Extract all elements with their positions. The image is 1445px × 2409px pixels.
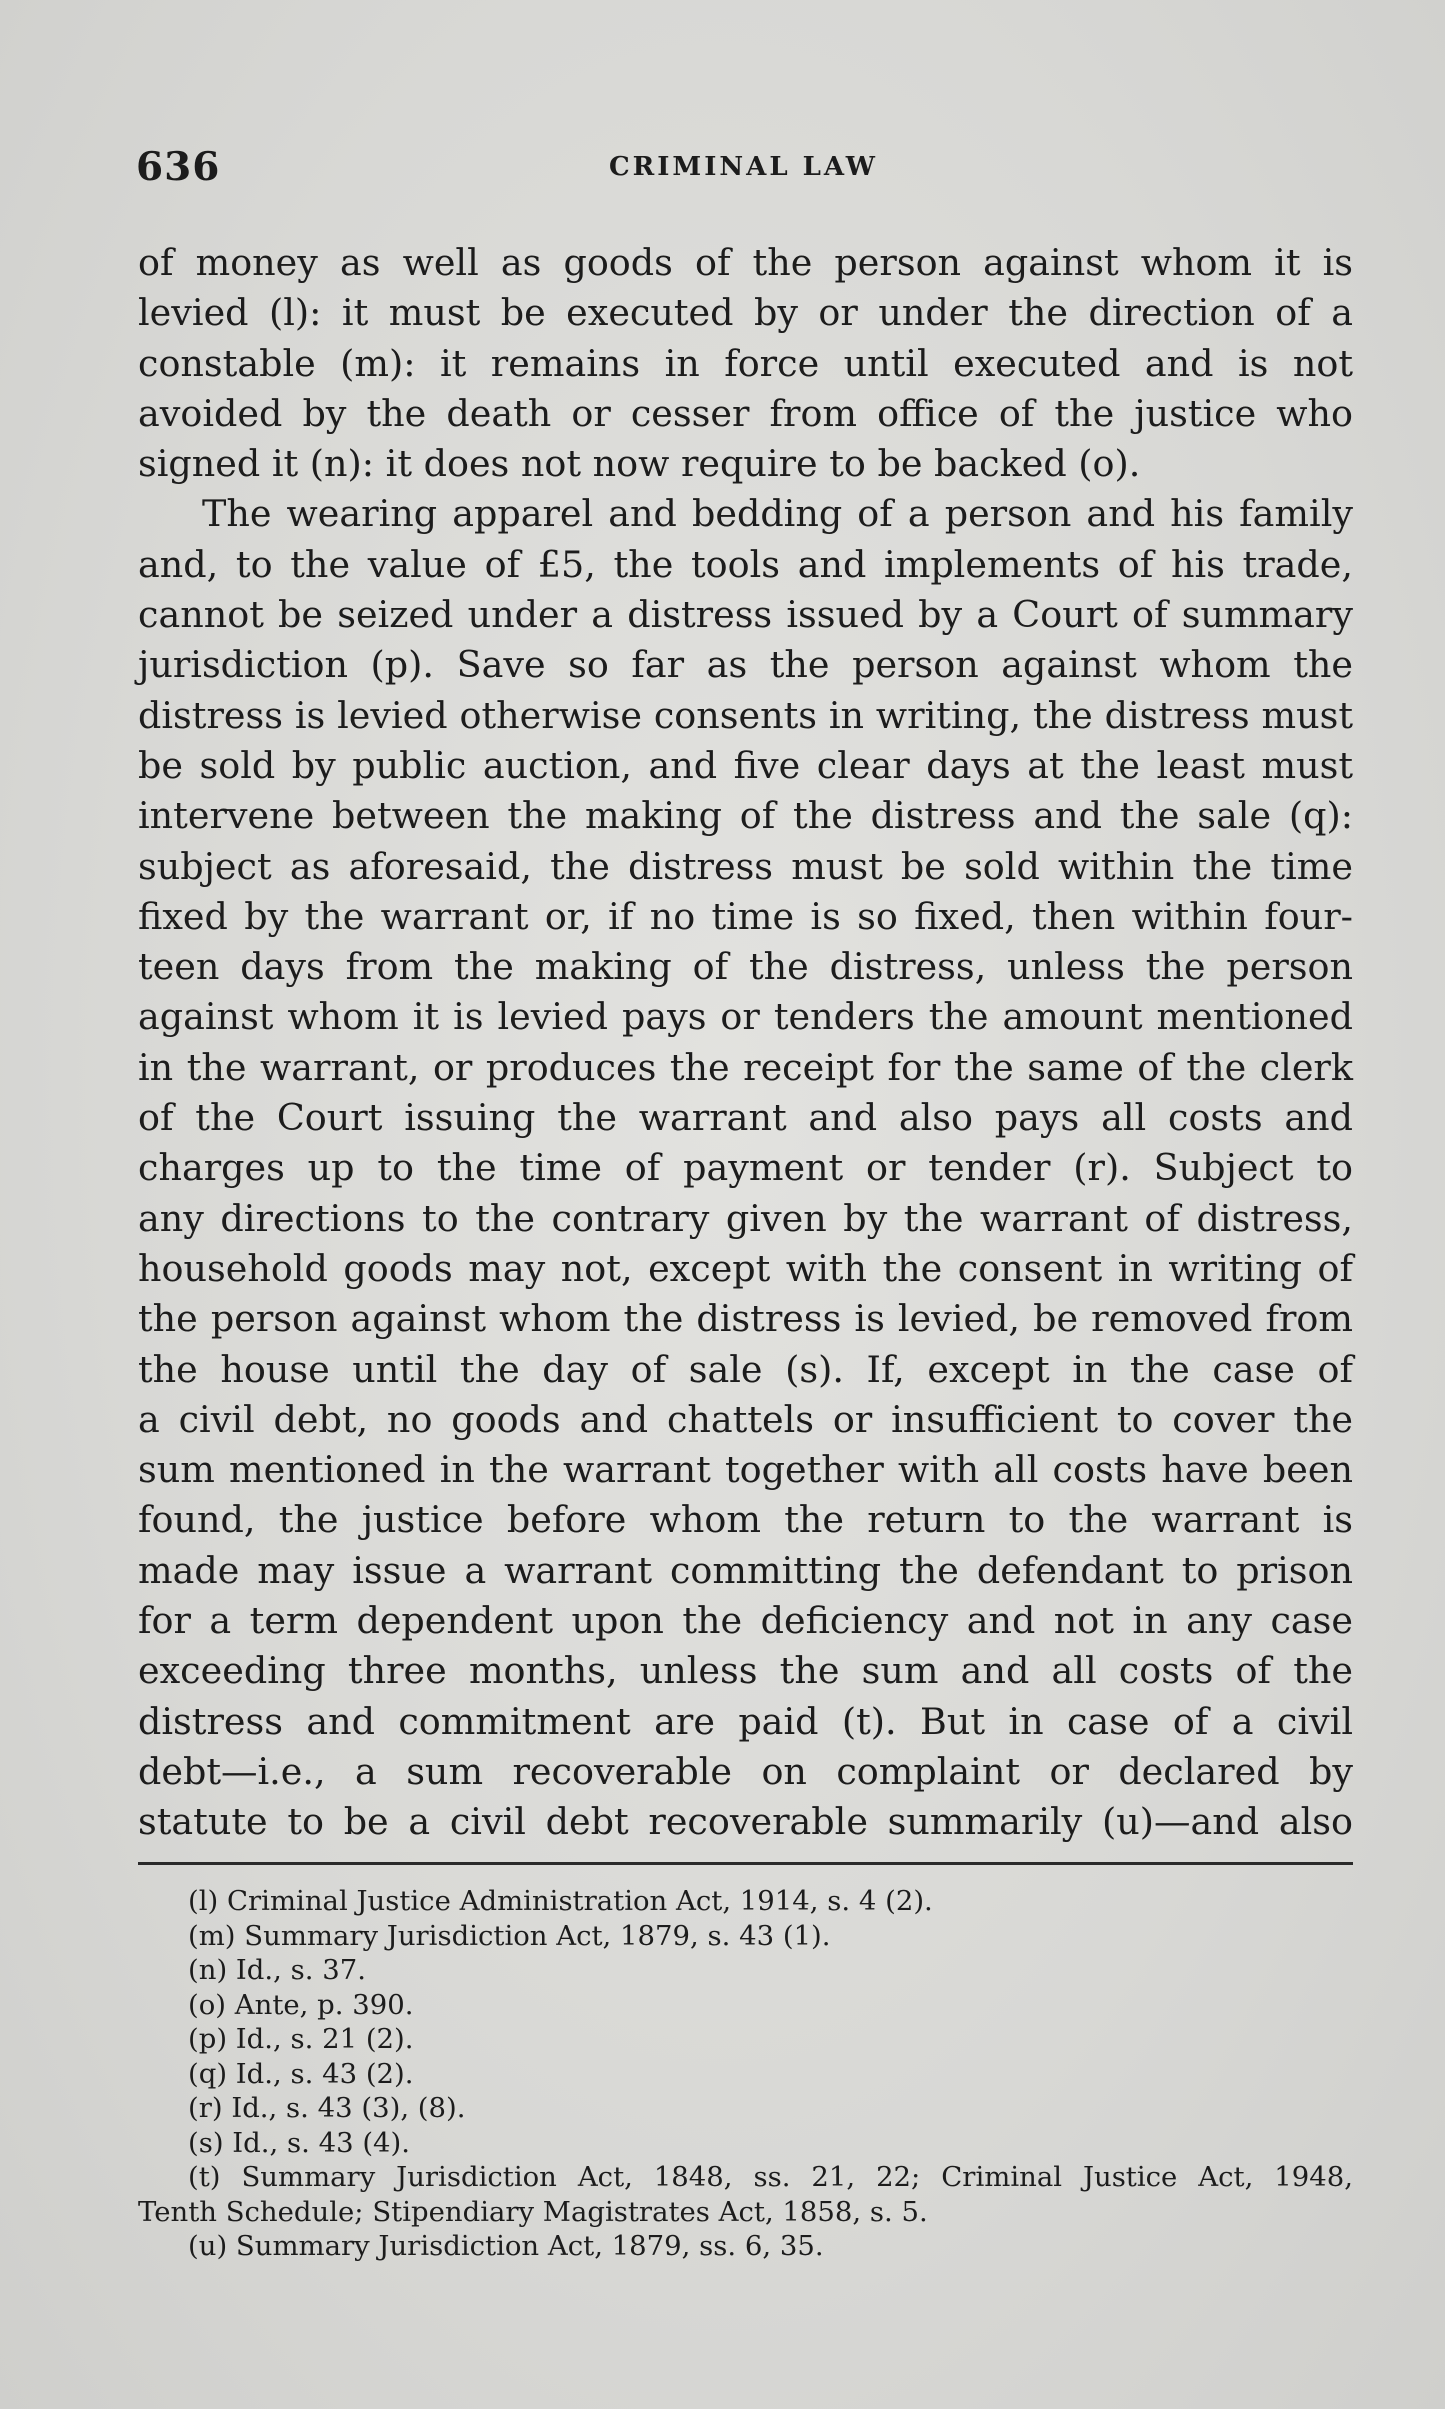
body-line: the house until the day of sale (s). If, except in the case of xyxy=(138,1347,1353,1391)
body-line: jurisdiction (p). Save so far as the person against whom the xyxy=(138,643,1353,687)
body-line: The wearing apparel and bedding of a person and his family xyxy=(202,492,1353,536)
body-line: a civil debt, no goods and chattels or insufficient to cover the xyxy=(138,1397,1353,1441)
body-line: of the Court issuing the warrant and also pays all costs and xyxy=(138,1096,1353,1140)
body-line: in the warrant, or produces the receipt for the same of the clerk xyxy=(138,1045,1353,1089)
body-line: fixed by the warrant or, if no time is so fixed, then within four- xyxy=(138,894,1353,938)
footnote: (r) Id., s. 43 (3), (8). xyxy=(188,2092,466,2124)
body-line: subject as aforesaid, the distress must be sold within the time xyxy=(138,844,1353,888)
body-text xyxy=(138,238,1353,1848)
body-line: household goods may not, except with the consent in writing of xyxy=(138,1246,1353,1290)
footnote: (m) Summary Jurisdiction Act, 1879, s. 43 (1). xyxy=(188,1919,831,1952)
body-line: against whom it is levied pays or tenders the amount mentioned xyxy=(138,995,1353,1039)
body-line: for a term dependent upon the deficiency and not in any case xyxy=(138,1599,1353,1643)
footnote-divider xyxy=(138,1862,1353,1865)
body-line: debt—i.e., a sum recoverable on complaint or declared by xyxy=(138,1749,1353,1793)
body-line: the person against whom the distress is levied, be removed from xyxy=(138,1297,1353,1341)
footnotes xyxy=(138,1884,1353,2264)
page-header xyxy=(136,140,1351,200)
body-line: avoided by the death or cesser from office of the justice who xyxy=(138,391,1353,435)
footnote: (p) Id., s. 21 (2). xyxy=(188,2023,414,2055)
body-line: constable (m): it remains in force until executed and is not xyxy=(138,341,1353,385)
footnote: (n) Id., s. 37. xyxy=(188,1954,366,1986)
running-head: CRIMINAL LAW xyxy=(608,152,879,182)
body-line: and, to the value of £5, the tools and implements of his trade, xyxy=(138,542,1353,586)
footnote: (t) Summary Jurisdiction Act, 1848, ss. 21, 22; Criminal Justice Act, 1948, xyxy=(188,2161,1353,2193)
body-line: distress and commitment are paid (t). But in case of a civil xyxy=(138,1699,1353,1743)
body-line: be sold by public auction, and five clear days at the least must xyxy=(138,743,1353,787)
footnote: (q) Id., s. 43 (2). xyxy=(188,2057,414,2090)
body-line: cannot be seized under a distress issued by a Court of summary xyxy=(138,593,1353,637)
footnote-continuation: Tenth Schedule; Stipendiary Magistrates Act, 1858, s. 5. xyxy=(138,2195,928,2228)
body-line: any directions to the contrary given by the warrant of distress, xyxy=(138,1196,1353,1240)
body-line: exceeding three months, unless the sum and all costs of the xyxy=(138,1649,1353,1693)
body-line: intervene between the making of the distress and the sale (q): xyxy=(138,794,1353,838)
footnote: (u) Summary Jurisdiction Act, 1879, ss. 6, 35. xyxy=(188,2230,824,2262)
body-line: sum mentioned in the warrant together with all costs have been xyxy=(138,1448,1353,1492)
body-line: distress is levied otherwise consents in writing, the distress must xyxy=(138,693,1353,737)
body-line: teen days from the making of the distress, unless the person xyxy=(138,945,1353,989)
body-line: statute to be a civil debt recoverable summarily (u)—and also xyxy=(138,1800,1353,1844)
body-line: of money as well as goods of the person against whom it is xyxy=(138,241,1353,284)
page-number: 636 xyxy=(136,144,221,190)
footnote: (s) Id., s. 43 (4). xyxy=(188,2126,411,2159)
body-line: charges up to the time of payment or tender (r). Subject to xyxy=(138,1146,1353,1190)
footnote: (o) Ante, p. 390. xyxy=(188,1988,414,2021)
body-line: found, the justice before whom the return to the warrant is xyxy=(138,1498,1353,1542)
body-line: levied (l): it must be executed by or under the direction of a xyxy=(138,291,1353,335)
footnote: (l) Criminal Justice Administration Act, 1914, s. 4 (2). xyxy=(188,1885,933,1917)
body-line: made may issue a warrant committing the defendant to prison xyxy=(138,1548,1353,1592)
body-line: signed it (n): it does not now require to be backed (o). xyxy=(138,442,1141,486)
